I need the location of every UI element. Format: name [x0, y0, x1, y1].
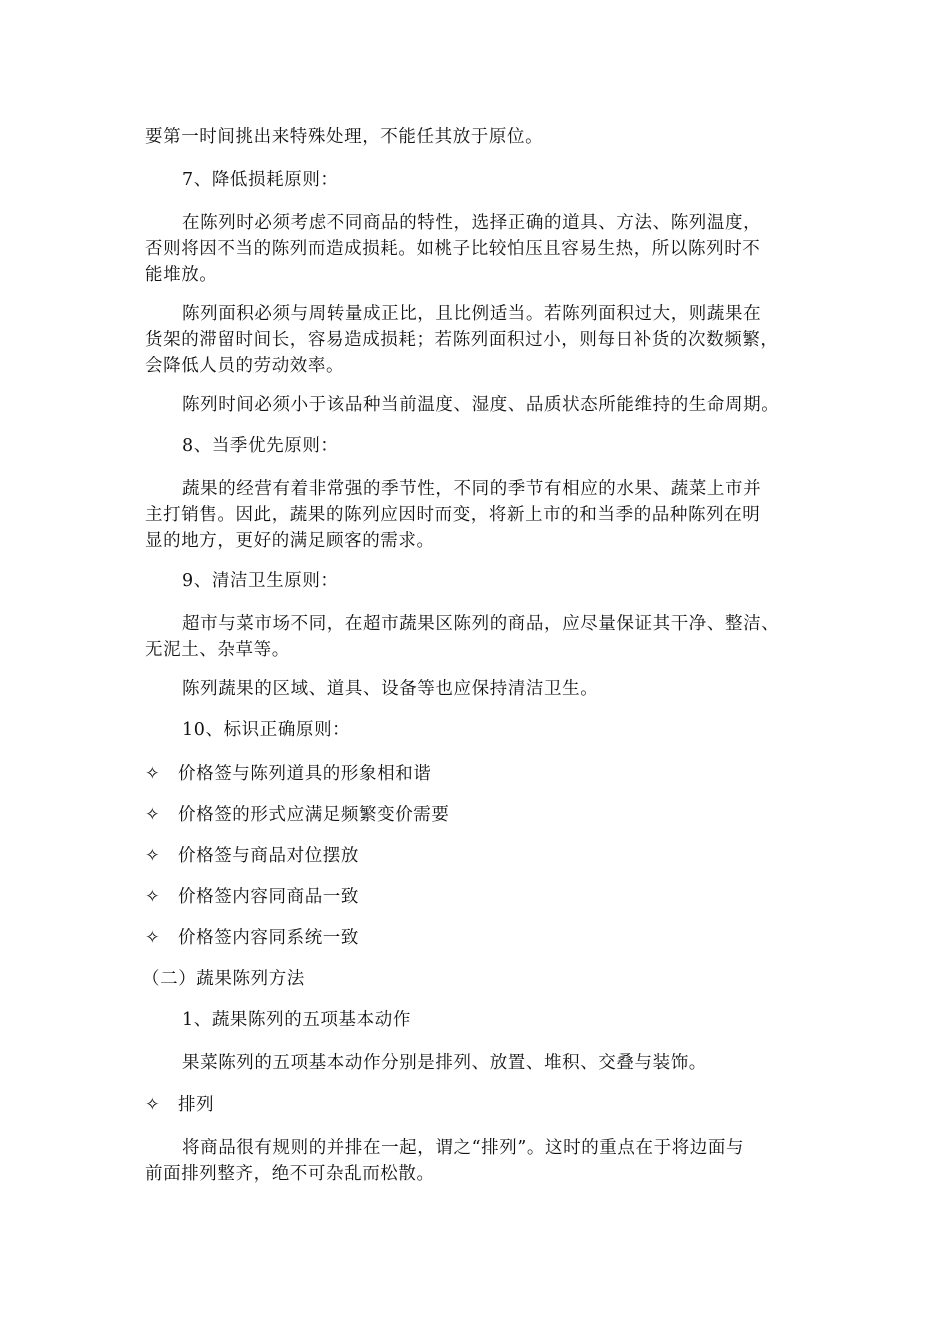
heading-principle-9: 9、清洁卫生原则：	[182, 571, 339, 591]
list-item: 排列	[178, 1095, 215, 1115]
paragraph-line: 果菜陈列的五项基本动作分别是排列、放置、堆积、交叠与装饰。	[182, 1053, 707, 1073]
paragraph-line: 主打销售。因此，蔬果的陈列应因时而变，将新上市的和当季的品种陈列在明	[145, 505, 761, 525]
paragraph-line: 能堆放。	[145, 265, 218, 285]
bullet-icon: ✧	[145, 846, 160, 866]
paragraph-line: 超市与菜市场不同，在超市蔬果区陈列的商品，应尽量保证其干净、整洁、	[182, 614, 780, 634]
list-item: 价格签的形式应满足频繁变价需要	[178, 805, 450, 825]
paragraph-line: 货架的滞留时间长，容易造成损耗；若陈列面积过小，则每日补货的次数频繁，	[145, 330, 779, 350]
paragraph-line: 要第一时间挑出来特殊处理，不能任其放于原位。	[145, 127, 544, 147]
paragraph-line: 陈列面积必须与周转量成正比，且比例适当。若陈列面积过大，则蔬果在	[182, 304, 762, 324]
paragraph-line: 陈列蔬果的区域、道具、设备等也应保持清洁卫生。	[182, 679, 599, 699]
heading-principle-7: 7、降低损耗原则：	[182, 170, 339, 190]
paragraph-line: 前面排列整齐，绝不可杂乱而松散。	[145, 1164, 435, 1184]
list-item: 价格签与商品对位摆放	[178, 846, 359, 866]
paragraph-line: 否则将因不当的陈列而造成损耗。如桃子比较怕压且容易生热，所以陈列时不	[145, 239, 761, 259]
paragraph-line: 显的地方，更好的满足顾客的需求。	[145, 531, 435, 551]
list-item: 价格签内容同系统一致	[178, 928, 359, 948]
heading-principle-10: 10、标识正确原则：	[182, 720, 351, 740]
bullet-icon: ✧	[145, 928, 160, 948]
paragraph-line: 将商品很有规则的并排在一起，谓之“排列”。这时的重点在于将边面与	[182, 1138, 745, 1158]
bullet-icon: ✧	[145, 887, 160, 907]
subsection-heading: 1、蔬果陈列的五项基本动作	[182, 1010, 411, 1030]
paragraph-line: 蔬果的经营有着非常强的季节性，不同的季节有相应的水果、蔬菜上市并	[182, 479, 762, 499]
bullet-icon: ✧	[145, 805, 160, 825]
paragraph-line: 陈列时间必须小于该品种当前温度、湿度、品质状态所能维持的生命周期。	[182, 395, 780, 415]
list-item: 价格签内容同商品一致	[178, 887, 359, 907]
paragraph-line: 会降低人员的劳动效率。	[145, 356, 345, 376]
bullet-icon: ✧	[145, 764, 160, 784]
section-heading: （二）蔬果陈列方法	[142, 969, 305, 989]
bullet-icon: ✧	[145, 1095, 160, 1115]
list-item: 价格签与陈列道具的形象相和谐	[178, 764, 432, 784]
paragraph-line: 无泥土、杂草等。	[145, 640, 290, 660]
paragraph-line: 在陈列时必须考虑不同商品的特性，选择正确的道具、方法、陈列温度，	[182, 213, 762, 233]
heading-principle-8: 8、当季优先原则：	[182, 436, 339, 456]
